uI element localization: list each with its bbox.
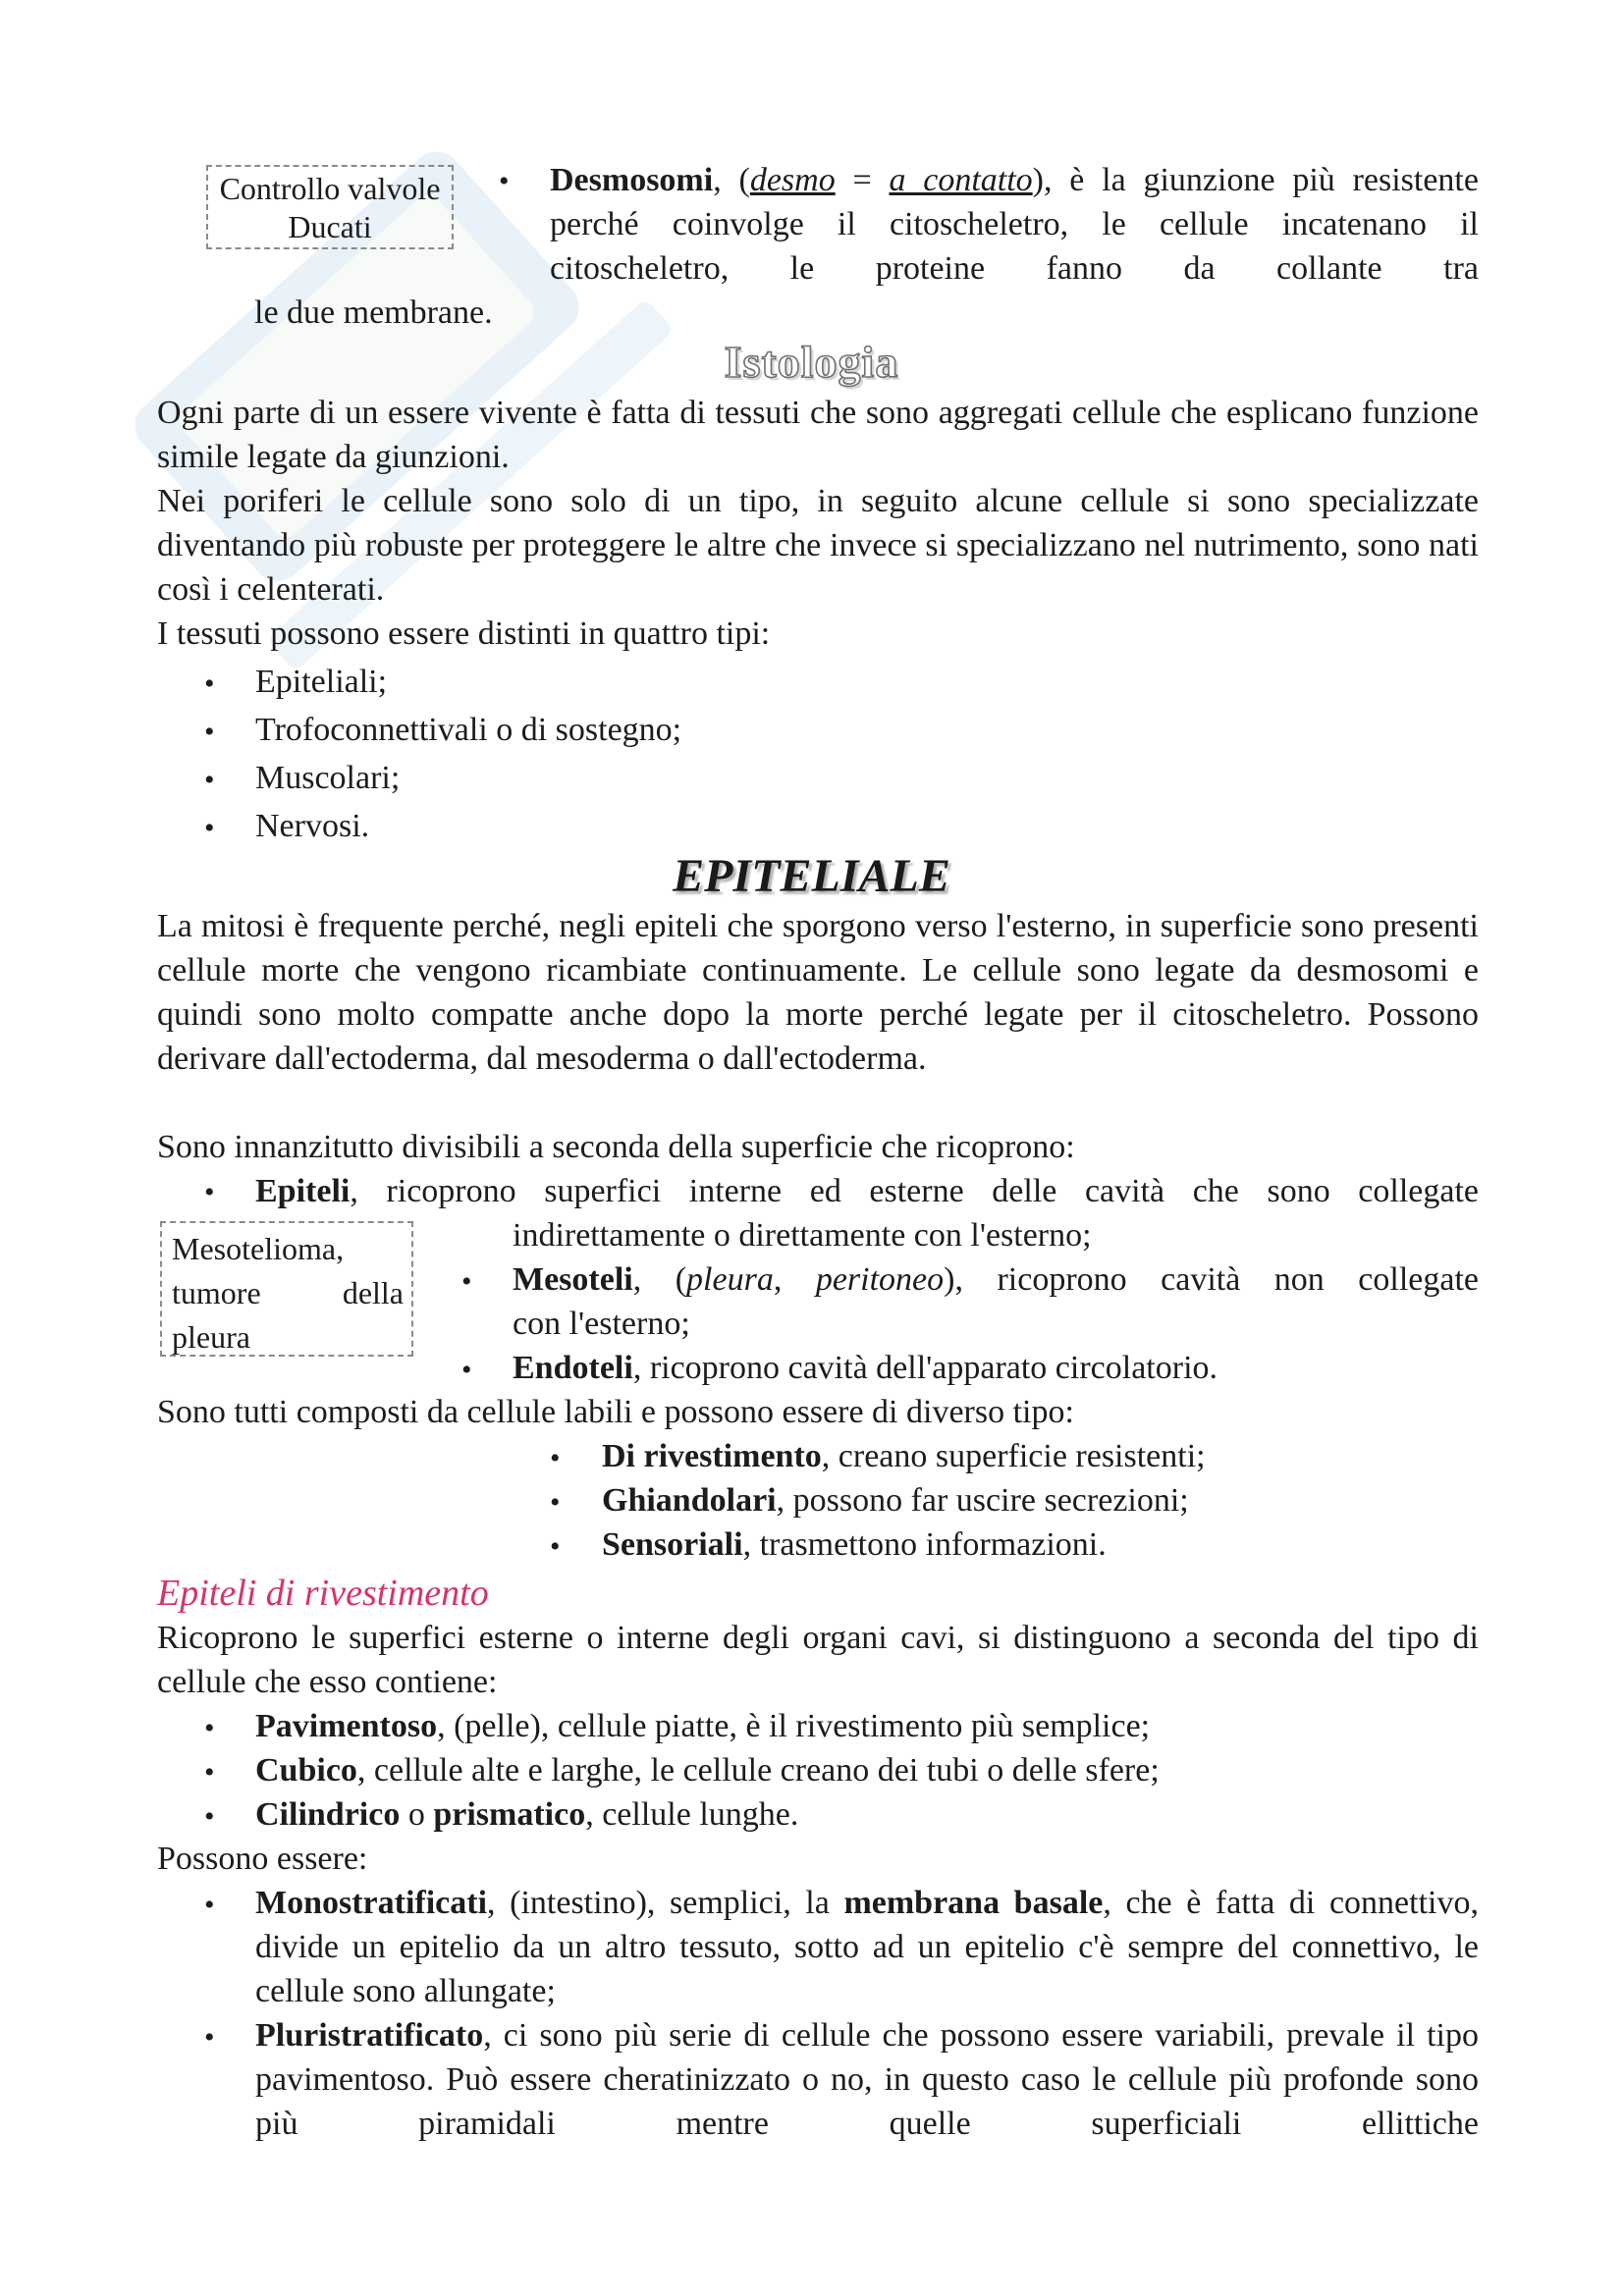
term-pleura: pleura: [686, 1261, 774, 1298]
term-epiteli: Epiteli: [255, 1173, 351, 1209]
text-fragment: , possono far uscire secrezioni;: [776, 1482, 1189, 1519]
paragraph-possono: Possono essere:: [157, 1841, 368, 1877]
term-sensoriali: Sensoriali: [602, 1526, 743, 1563]
list-item-mesoteli: [513, 1257, 1479, 1302]
list-item-mesoteli-cont: con l'esterno;: [513, 1306, 690, 1342]
list-item-cilindrico: [255, 1792, 798, 1837]
bullet: •: [550, 1530, 561, 1563]
text-fragment: , (intestino), semplici, la: [487, 1885, 844, 1921]
text-fragment: o: [400, 1796, 434, 1833]
bullet: •: [204, 2021, 215, 2054]
term-monostratificati: Monostratificati: [255, 1885, 488, 1921]
margin-note-line: Ducati: [288, 209, 372, 244]
margin-note-line: [172, 1271, 411, 1315]
margin-note-valvole: [206, 165, 454, 249]
term-cubico: Cubico: [255, 1752, 357, 1789]
list-item-pavimentoso: [255, 1704, 1150, 1748]
desmosomi-continuation: le due membrane.: [254, 294, 493, 331]
margin-note-line: Controllo valvole: [219, 171, 441, 206]
term-membrana-basale: membrana basale: [843, 1885, 1104, 1921]
text-fragment: , (: [632, 1261, 687, 1298]
term-prismatico: prismatico: [433, 1796, 586, 1833]
text-fragment: , ricoprono superfici interne ed esterne delle cavità che sono collegate: [350, 1173, 1479, 1209]
text-fragment: , cellule alte e larghe, le cellule creano dei tubi o delle sfere;: [356, 1752, 1160, 1789]
margin-note-line: Mesotelioma,: [172, 1231, 345, 1266]
bullet: •: [204, 1712, 215, 1744]
list-item-tipo: Trofoconnettivali o di sostegno;: [255, 712, 682, 748]
bullet: •: [461, 1265, 472, 1298]
term-di-rivestimento: Di rivestimento: [602, 1438, 822, 1474]
paragraph-superficie-intro: Sono innanzitutto divisibili a seconda della superficie che ricoprono:: [157, 1129, 1075, 1165]
term-cilindrico: Cilindrico: [255, 1796, 401, 1833]
term-mesoteli: Mesoteli: [513, 1261, 633, 1298]
term-ghiandolari: Ghiandolari: [602, 1482, 777, 1519]
text-fragment: , (pelle), cellule piatte, è il rivestimento più semplice;: [437, 1708, 1151, 1744]
paragraph-tessuti: Ogni parte di un essere vivente è fatta di tessuti che sono aggregati cellule che esplicano funzione simile legate da giunzioni.: [157, 395, 1479, 475]
term-pavimentoso: Pavimentoso: [255, 1708, 438, 1744]
desmosomi-definition: [550, 158, 1479, 291]
bullet: •: [204, 1889, 215, 1921]
heading-epiteli-rivestimento: Epiteli di rivestimento: [157, 1573, 489, 1614]
text-fragment: tumore: [172, 1275, 261, 1310]
bullet: •: [550, 1442, 561, 1474]
list-item-endoteli: [513, 1346, 1217, 1390]
margin-note-mesotelioma: [160, 1221, 413, 1357]
bullet: •: [461, 1354, 472, 1386]
bullet: •: [204, 1176, 215, 1208]
heading-epiteliale: EPITELIALE: [673, 850, 950, 902]
list-item-monostratificati: [255, 1881, 1479, 2013]
list-item-epiteli-cont: indirettamente o direttamente con l'esterno;: [513, 1217, 1092, 1254]
heading-istologia: Istologia: [724, 337, 899, 387]
list-item-tipo: Epiteliali;: [255, 664, 388, 700]
term-desmosomi: Desmosomi: [550, 162, 714, 198]
list-item-cubico: [255, 1748, 1160, 1792]
paragraph-tipo-intro: Sono tutti composti da cellule labili e possono essere di diverso tipo:: [157, 1394, 1074, 1430]
paragraph-ricoprono: Ricoprono le superfici esterne o interne degli organi cavi, si distinguono a seconda del tipo di cellule che esso contiene:: [157, 1620, 1479, 1700]
paragraph-mitosi: La mitosi è frequente perché, negli epiteli che sporgono verso l'esterno, in superficie sono presenti cellule morte che vengono ricambiate continuamente. Le cellule sono legate da desmosomi e quindi sono molto compatte anche dopo la morte perché legate per il citoscheletro. Possono derivare dall'ectoderma, dal mesoderma o dall'ectoderma.: [157, 908, 1479, 1077]
bullet: •: [550, 1486, 561, 1519]
margin-note-line: pleura: [172, 1319, 250, 1355]
term-a-contatto: a contatto: [889, 162, 1033, 198]
list-item-sensoriali: [602, 1522, 1107, 1567]
term-pluristratificato: Pluristratificato: [255, 2017, 484, 2054]
term-desmo: desmo: [749, 162, 836, 198]
bullet: •: [204, 1800, 215, 1833]
paragraph-poriferi: Nei poriferi le cellule sono solo di un tipo, in seguito alcune cellule si sono specializzate diventando più robuste per proteggere le altre che invece si specializzano nel nutrimento, sono nati così i celenterati.: [157, 483, 1479, 608]
bullet: •: [204, 716, 215, 748]
bullet: •: [204, 812, 215, 844]
text-fragment: , trasmettono informazioni.: [742, 1526, 1107, 1563]
text-fragment: della: [342, 1275, 404, 1310]
text-fragment: , ricoprono cavità dell'apparato circolatorio.: [632, 1350, 1218, 1386]
text-fragment: , ci sono più serie di cellule che possono essere variabili, prevale il tipo pavimentoso. Può essere cheratinizzato o no, in questo caso le cellule più profonde sono più piramidali mentre quelle superficiali ellittiche: [255, 2017, 1479, 2142]
bullet: •: [499, 165, 510, 197]
text-fragment: =: [835, 162, 890, 198]
text-fragment: ), è la giunzione più resistente perché coinvolge il citoscheletro, le cellule incatenano il citoscheletro, le proteine fanno da collante tra: [550, 162, 1479, 287]
text-fragment: , che è fatta di connettivo, divide un epitelio da un altro tessuto, sotto ad un epitelio c'è sempre del connettivo, le cellule sono allungate;: [255, 1885, 1479, 2009]
bullet: •: [204, 1756, 215, 1789]
bullet: •: [204, 667, 215, 700]
paragraph-tipi-intro: I tessuti possono essere distinti in quattro tipi:: [157, 615, 771, 652]
term-peritoneo: peritoneo: [815, 1261, 945, 1298]
bullet: •: [204, 764, 215, 796]
list-item-pluristratificato: [255, 2013, 1479, 2146]
list-item-epiteli: [255, 1169, 1479, 1213]
list-item-tipo: Muscolari;: [255, 760, 401, 796]
term-endoteli: Endoteli: [513, 1350, 633, 1386]
list-item-rivestimento: [602, 1434, 1206, 1478]
list-item-ghiandolari: [602, 1478, 1189, 1522]
text-fragment: , creano superficie resistenti;: [821, 1438, 1206, 1474]
text-fragment: ), ricoprono cavità non collegate: [944, 1261, 1480, 1298]
list-item-tipo: Nervosi.: [255, 808, 370, 844]
text-fragment: , cellule lunghe.: [585, 1796, 799, 1833]
text-fragment: , (: [713, 162, 750, 198]
text-fragment: ,: [773, 1261, 816, 1298]
